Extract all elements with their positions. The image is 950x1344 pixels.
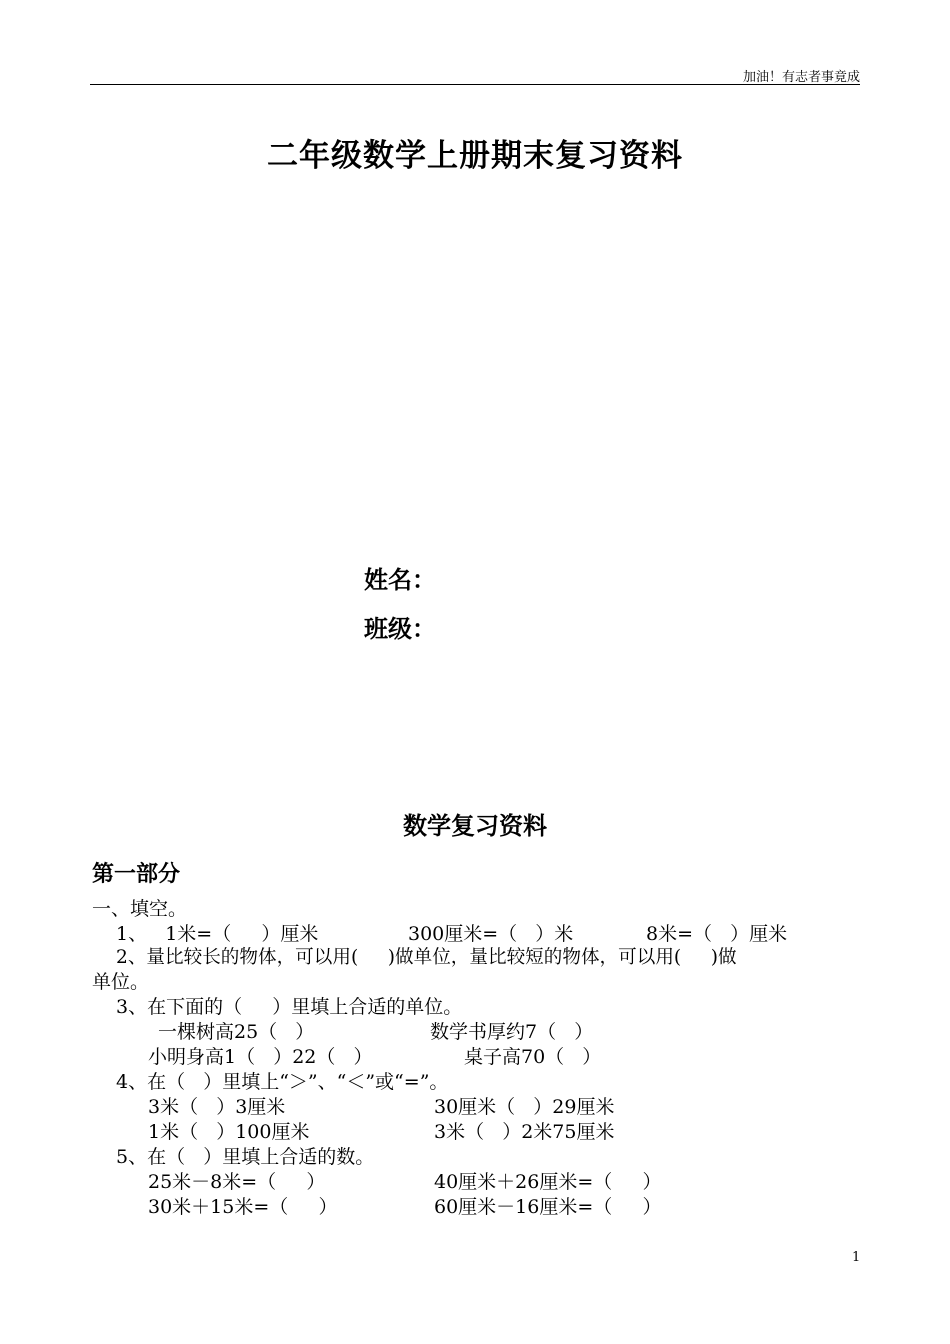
section-heading-fill-in: 一、填空。 (92, 898, 188, 920)
question-4-c: 1米（ ）100厘米 (148, 1121, 310, 1143)
question-2-line-1: 2、量比较长的物体，可以用( )做单位，量比较短的物体，可以用( )做 (116, 947, 737, 968)
class-field-label: 班级： (364, 614, 436, 643)
question-4-a: 3米（ ）3厘米 (148, 1096, 286, 1118)
page-header-motto: 加油！有志者事竟成 (742, 70, 860, 85)
question-3-a: 一棵树高25（ ） (158, 1021, 315, 1043)
question-1-c: 8米=（ ）厘米 (646, 923, 788, 945)
question-1-b: 300厘米=（ ）米 (408, 923, 574, 945)
page-number: 1 (852, 1250, 861, 1265)
header-rule (90, 84, 860, 85)
part-heading: 第一部分 (92, 861, 181, 887)
section-subtitle: 数学复习资料 (403, 811, 547, 840)
question-3-d: 桌子高70（ ） (464, 1046, 602, 1068)
document-title: 二年级数学上册期末复习资料 (267, 138, 683, 174)
question-4-heading: 4、在（ ）里填上“＞”、“＜”或“=”。 (116, 1071, 449, 1093)
question-5-heading: 5、在（ ）里填上合适的数。 (116, 1146, 375, 1168)
question-3-b: 数学书厚约7（ ） (430, 1021, 594, 1043)
question-5-c: 30米＋15米=（ ） (148, 1196, 338, 1218)
question-5-b: 40厘米＋26厘米=（ ） (434, 1171, 662, 1193)
question-5-a: 25米－8米=（ ） (148, 1171, 326, 1193)
question-3-heading: 3、在下面的（ ）里填上合适的单位。 (116, 996, 463, 1018)
question-4-d: 3米（ ）2米75厘米 (434, 1121, 615, 1143)
name-field-label: 姓名： (364, 565, 436, 594)
question-2-line-2: 单位。 (92, 971, 150, 993)
question-1-a: 1、 1米=（ ）厘米 (116, 923, 319, 945)
question-4-b: 30厘米（ ）29厘米 (434, 1096, 615, 1118)
question-5-d: 60厘米－16厘米=（ ） (434, 1196, 662, 1218)
question-3-c: 小明身高1（ ）22（ ） (148, 1046, 373, 1068)
